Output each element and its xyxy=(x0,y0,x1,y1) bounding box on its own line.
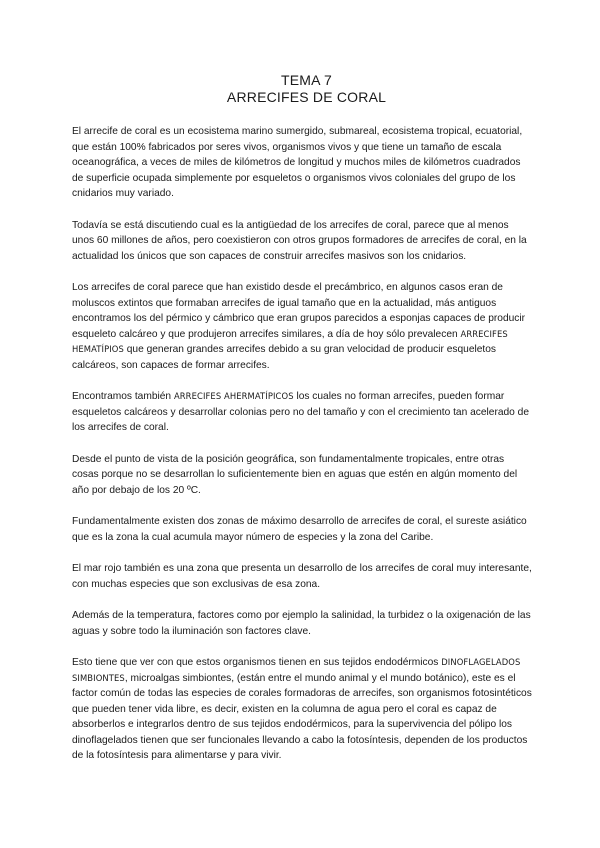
paragraph-5: Desde el punto de vista de la posición geográfica, son fundamentalmente tropicales, entre otras cosas porque no se desarrollan lo suficientemente bien en aguas que estén en algún momento del año por debajo de los 20 ºC. xyxy=(72,453,518,496)
paragraph-1: El arrecife de coral es un ecosistema marino sumergido, submareal, ecosistema tropical, ecuatorial, que están 100% fabricados por seres vivos, organismos vivos y que tiene un tamaño de escala oceanográfica, a veces de miles de kilómetros de longitud y muchos miles de kilómetros cuadrados de superficie ocupada simplemente por esqueletos o organismos vivos coloniales del grupo de los cnidarios muy variado. xyxy=(72,126,523,199)
paragraph-9-text-start: Esto tiene que ver con que estos organismos tienen en sus tejidos endodérmicos xyxy=(72,657,442,668)
document-body xyxy=(72,124,532,764)
document-title: TEMA 7 xyxy=(281,72,332,88)
paragraph-7: El mar rojo también es una zona que presenta un desarrollo de los arrecifes de coral muy interesante, con muchas especies que son exclusivas de esa zona. xyxy=(72,563,532,590)
document-page xyxy=(72,72,532,780)
term-arrecifes-hematipios: ARRECIFES HEMATÍPIOS xyxy=(72,328,508,354)
paragraph-3-text-start: Los arrecifes de coral parece que han existido desde el precámbrico, en algunos casos eran de moluscos extintos que formaban arrecifes de igual tamaño que en la actualidad, más antiguos encontramos los del pérmico y cámbrico que eran grupos parecidos a esponjas capaces de producir esqueleto calcáreo y que produjeron arrecifes similares, a día de hoy sólo prevalecen xyxy=(72,282,526,340)
paragraph-9-text-end: , microalgas simbiontes, (están entre el mundo animal y el mundo botánico), este es el factor común de todas las especies de corales formadoras de arrecifes, son organismos fotosintéticos que pueden tener vida libre, es decir, existen en la columna de agua pero el coral es capaz de absorberlos e integrarlos dentro de sus tejidos endodérmicos, para la supervivencia del pólipo los dinoflagelados tienen que ser funcionales llevando a cabo la fotosíntesis, dependen de los productos de la fotosíntesis para alimentarse y para vivir. xyxy=(72,672,532,761)
paragraph-4-text-end: los cuales no forman arrecifes, pueden formar esqueletos calcáreos y desarrollar colonias pero no del tamaño y con el crecimiento tan acelerado de los arrecifes de coral. xyxy=(72,391,529,433)
paragraph-9 xyxy=(72,655,532,764)
term-dinoflagelados-simbiontes: DINOFLAGELADOS SIMBIONTES xyxy=(72,657,521,683)
paragraph-2: Todavía se está discutiendo cual es la antigüedad de los arrecifes de coral, parece que al menos unos 60 millones de años, pero coexistieron con otros grupos formadores de arrecifes de coral, en la actualidad los únicos que son capaces de construir arrecifes masivos son los cnidarios. xyxy=(72,219,527,262)
paragraph-4-text-start: Encontramos también xyxy=(72,391,174,402)
paragraph-3 xyxy=(72,280,532,373)
paragraph-6: Fundamentalmente existen dos zonas de máximo desarrollo de arrecifes de coral, el sureste asiático que es la zona la cual acumula mayor número de especies y la zona del Caribe. xyxy=(72,516,527,543)
title-block xyxy=(81,72,532,106)
paragraph-8: Además de la temperatura, factores como por ejemplo la salinidad, la turbidez o la oxigenación de las aguas y sobre todo la iluminación son factores clave. xyxy=(72,610,531,637)
term-arrecifes-ahermatipicos: ARRECIFES AHERMATÍPICOS xyxy=(173,391,294,401)
paragraph-3-text-end: que generan grandes arrecifes debido a su gran velocidad de producir esqueletos calcáreos, son capaces de formar arrecifes. xyxy=(72,344,497,371)
document-subtitle: ARRECIFES DE CORAL xyxy=(226,89,387,105)
paragraph-4 xyxy=(72,389,532,436)
